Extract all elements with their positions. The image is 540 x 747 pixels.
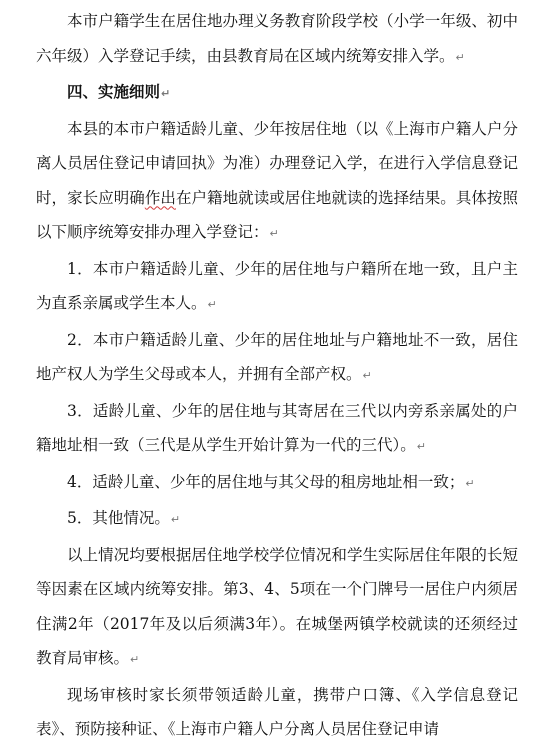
paragraph-text: 现场审核时家长须带领适龄儿童，携带户口簿、《入学信息登记表》、预防接种证、《上海市户籍人户分离人员居住登记申请 — [36, 685, 518, 738]
spellcheck-flagged-text: 作出 — [144, 188, 176, 207]
paragraph-text: 4．适龄儿童、少年的居住地与其父母的租房地址相一致； — [67, 472, 465, 491]
document-paragraph — [36, 501, 518, 538]
paragraph-text: 本市户籍学生在居住地办理义务教育阶段学校（小学一年级、初中六年级）入学登记手续，由县教育局在区域内统筹安排入学。 — [36, 12, 518, 65]
document-paragraph — [36, 252, 518, 323]
paragraph-text: 2．本市户籍适龄儿童、少年的居住地址与户籍地址不一致，居住地产权人为学生父母或本人，并拥有全部产权。 — [36, 330, 518, 383]
paragraph-mark-icon: ↵ — [455, 50, 465, 64]
document-paragraph — [36, 678, 518, 747]
paragraph-text: 1．本市户籍适龄儿童、少年的居住地与户籍所在地一致，且户主为直系亲属或学生本人。 — [36, 259, 518, 312]
section-heading — [36, 75, 518, 112]
paragraph-mark-icon: ↵ — [130, 653, 140, 666]
paragraph-mark-icon: ↵ — [416, 440, 426, 453]
document-paragraph — [36, 465, 518, 502]
paragraph-text: 四、实施细则 — [67, 83, 161, 101]
paragraph-mark-icon: ↵ — [362, 369, 372, 382]
paragraph-text: 在户籍地就读或居住地就读的选择结果。具体按照以下顺序统筹安排办理入学登记： — [36, 188, 518, 241]
document-paragraph — [36, 4, 518, 75]
paragraph-mark-icon: ↵ — [161, 87, 171, 100]
paragraph-text: 3．适龄儿童、少年的居住地与其寄居在三代以内旁系亲属处的户籍地址相一致（三代是从学生开始计算为一代的三代）。 — [36, 401, 518, 454]
document-paragraph — [36, 323, 518, 394]
paragraph-mark-icon: ↵ — [207, 298, 217, 311]
paragraph-text: 5．其他情况。 — [67, 509, 170, 527]
paragraph-text: 以上情况均要根据居住地学校学位情况和学生实际居住年限的长短等因素在区域内统筹安排。第3、4、5项在一个门牌号一居住户内须居住满2年（2017年及以后须满3年）。在城堡两镇学校就读的还须经过教育局审核。 — [36, 545, 518, 667]
paragraph-mark-icon: ↵ — [465, 476, 475, 490]
document-paragraph — [36, 538, 518, 678]
document-body — [36, 4, 518, 747]
paragraph-mark-icon: ↵ — [170, 513, 181, 526]
document-paragraph — [36, 112, 518, 252]
document-paragraph — [36, 394, 518, 465]
paragraph-mark-icon: ↵ — [269, 227, 279, 240]
paragraph-text: 本县的本市户籍适龄儿童、少年按居住地（以《上海市户籍人户分离人员居住登记申请回执》为准）办理登记入学，在进行入学信息登记时，家长应明确 — [36, 119, 518, 207]
